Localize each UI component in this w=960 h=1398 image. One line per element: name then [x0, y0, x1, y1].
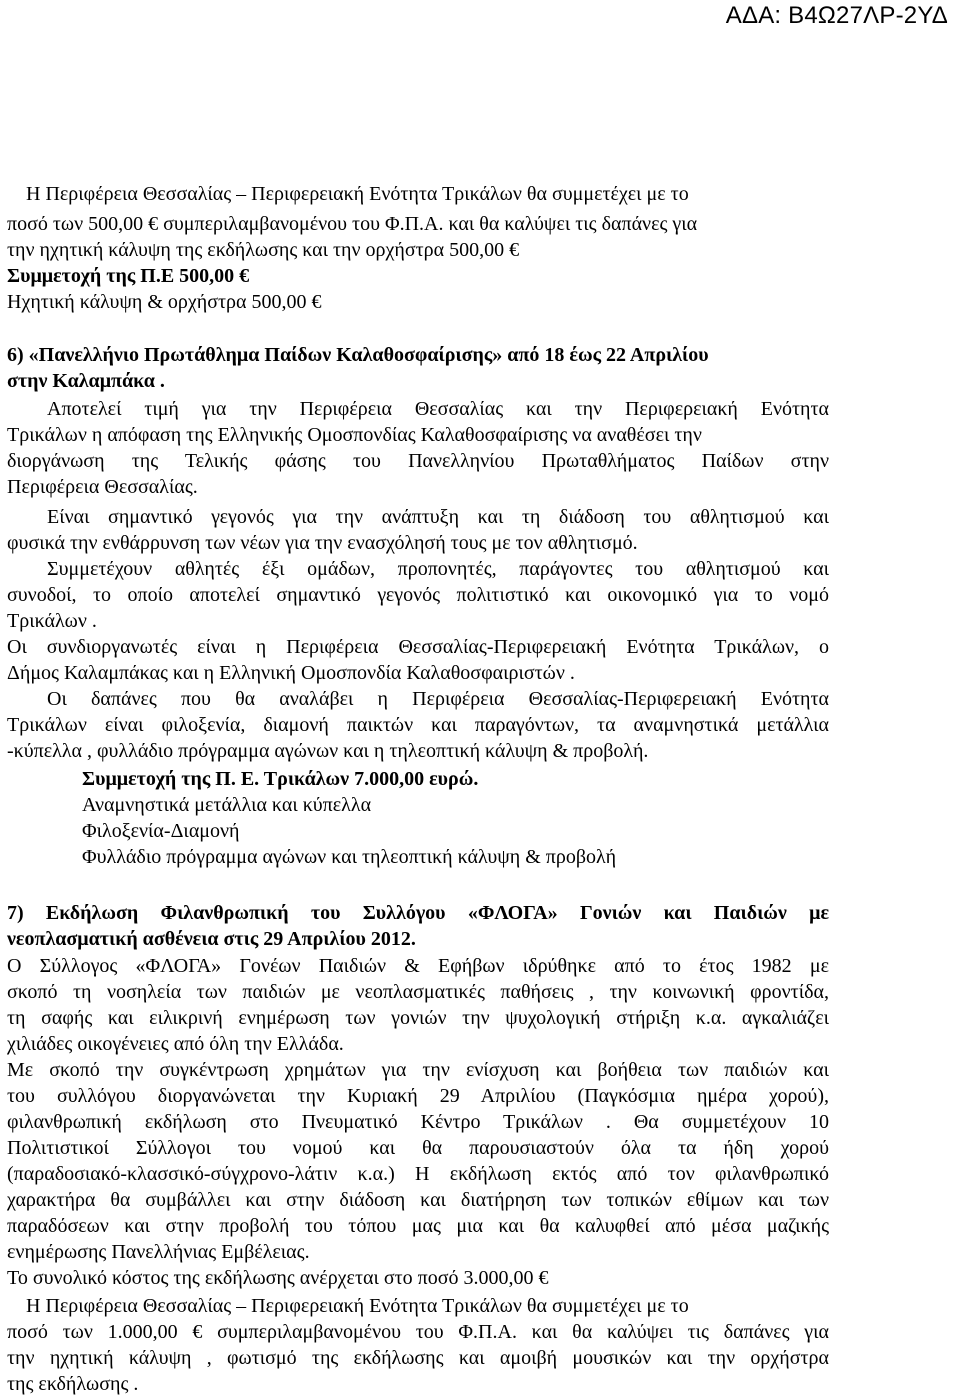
- text-line: Τρικάλων είναι φιλοξενία, διαμονή παικτών και παραγόντων, τα αναμνηστικά μετάλλια: [7, 714, 829, 736]
- text-line: χαρακτήρα θα συμβάλλει και στην διάδοση και διατήρηση των τοπικών εθίμων και των: [7, 1189, 829, 1211]
- text-line: της εκδήλωσης .: [7, 1373, 139, 1395]
- text-line: σκοπό τη νοσηλεία των παιδιών με νεοπλασματικές παθήσεις , την κοινωνική φροντίδα,: [7, 981, 829, 1003]
- list-item: Αναμνηστικά μετάλλια και κύπελλα: [82, 794, 372, 816]
- text-line: (παραδοσιακό-κλασσικό-σύγχρονο-λάτιν κ.α.) Η εκδήλωση εκτός από τον φιλανθρωπικό: [7, 1163, 829, 1185]
- text-line: ενημέρωσης Πανελλήνιας Εμβέλειας.: [7, 1241, 310, 1263]
- text-line: -κύπελλα , φυλλάδιο πρόγραμμα αγώνων και η τηλεοπτική κάλυψη & προβολή.: [7, 740, 649, 762]
- text-line: Ο Σύλλογος «ΦΛΟΓΑ» Γονέων Παιδιών & Εφήβων ιδρύθηκε από το έτος 1982 με: [7, 955, 829, 977]
- text-line: Με σκοπό την συγκέντρωση χρημάτων για την ενίσχυση και βοήθεια των παιδιών και: [7, 1059, 829, 1081]
- section-heading: στην Καλαμπάκα .: [7, 370, 165, 392]
- list-item: Φιλοξενία-Διαμονή: [82, 820, 240, 842]
- text-line: Περιφέρεια Θεσσαλίας.: [7, 476, 198, 498]
- text-line: παραδόσεων και στην προβολή του τόπου μας μια και θα καλυφθεί από μέσα μαζικής: [7, 1215, 829, 1237]
- text-line: την ηχητική κάλυψη , φωτισμό της εκδήλωσης και αμοιβή μουσικών και την ορχήστρα: [7, 1347, 829, 1369]
- text-line: φιλανθρωπική εκδήλωση στο Πνευματικό Κέντρο Τρικάλων . Θα συμμετέχουν 10: [7, 1111, 829, 1133]
- text-line: Το συνολικό κόστος της εκδήλωσης ανέρχεται στο ποσό 3.000,00 €: [7, 1267, 549, 1289]
- text-line: Συμμετοχή της Π.Ε 500,00 €: [7, 265, 250, 287]
- text-line: Συμμετέχουν αθλητές έξι ομάδων, προπονητές, παράγοντες του αθλητισμού και: [47, 558, 829, 580]
- text-line: του συλλόγου διοργανώνεται την Κυριακή 29 Απριλίου (Παγκόσμια ημέρα χορού),: [7, 1085, 829, 1107]
- text-line: διοργάνωση της Τελικής φάσης του Πανελληνίου Πρωταθλήματος Παίδων στην: [7, 450, 829, 472]
- text-line: την ηχητική κάλυψη της εκδήλωσης και την ορχήστρα 500,00 €: [7, 239, 520, 261]
- text-line: Ηχητική κάλυψη & ορχήστρα 500,00 €: [7, 291, 322, 313]
- contribution-line: Συμμετοχή της Π. Ε. Τρικάλων 7.000,00 ευρώ.: [82, 768, 479, 790]
- text-line: Τρικάλων η απόφαση της Ελληνικής Ομοσπονδίας Καλαθοσφαίρισης να αναθέσει την: [7, 424, 702, 446]
- text-line: χιλιάδες οικογένειες από όλη την Ελλάδα.: [7, 1033, 344, 1055]
- text-line: Δήμος Καλαμπάκας και η Ελληνική Ομοσπονδία Καλαθοσφαιριστών .: [7, 662, 575, 684]
- text-line: ποσό των 1.000,00 € συμπεριλαμβανομένου του Φ.Π.Α. και θα καλύψει τις δαπάνες για: [7, 1321, 829, 1343]
- text-line: τη σαφής και ειλικρινή ενημέρωση των γονιών την ψυχολογική στήριξη κ.α. αγκαλιάζει: [7, 1007, 829, 1029]
- list-item: Φυλλάδιο πρόγραμμα αγώνων και τηλεοπτική κάλυψη & προβολή: [82, 846, 617, 868]
- text-line: Είναι σημαντικό γεγονός για την ανάπτυξη και τη διάδοση του αθλητισμού και: [47, 506, 829, 528]
- text-line: Η Περιφέρεια Θεσσαλίας – Περιφερειακή Ενότητα Τρικάλων θα συμμετέχει με το: [26, 1295, 689, 1317]
- text-line: Οι συνδιοργανωτές είναι η Περιφέρεια Θεσσαλίας-Περιφερειακή Ενότητα Τρικάλων, ο: [7, 636, 829, 658]
- text-line: Πολιτιστικοί Σύλλογοι του νομού και θα παρουσιαστούν όλα τα ήδη χορού: [7, 1137, 829, 1159]
- section-heading: νεοπλασματική ασθένεια στις 29 Απριλίου 2012.: [7, 928, 416, 950]
- section-heading: 7) Εκδήλωση Φιλανθρωπική του Συλλόγου «ΦΛΟΓΑ» Γονιών και Παιδιών με: [7, 902, 829, 924]
- text-line: Αποτελεί τιμή για την Περιφέρεια Θεσσαλίας και την Περιφερειακή Ενότητα: [47, 398, 829, 420]
- text-line: Οι δαπάνες που θα αναλάβει η Περιφέρεια Θεσσαλίας-Περιφερειακή Ενότητα: [47, 688, 829, 710]
- text-line: φυσικά την ενθάρρυνση των νέων για την ενασχόλησή τους με τον αθλητισμό.: [7, 532, 638, 554]
- text-line: συνοδοί, το οποίο αποτελεί σημαντικό γεγονός πολιτιστικό και οικονομικό για το νομό: [7, 584, 829, 606]
- text-line: Τρικάλων .: [7, 610, 97, 632]
- text-line: Η Περιφέρεια Θεσσαλίας – Περιφερειακή Ενότητα Τρικάλων θα συμμετέχει με το: [26, 183, 689, 205]
- ada-code: ΑΔΑ: Β4Ω27ΛΡ-2ΥΔ: [725, 2, 948, 29]
- section-heading: 6) «Πανελλήνιο Πρωτάθλημα Παίδων Καλαθοσφαίρισης» από 18 έως 22 Απριλίου: [7, 344, 709, 366]
- text-line: ποσό των 500,00 € συμπεριλαμβανομένου του Φ.Π.Α. και θα καλύψει τις δαπάνες για: [7, 213, 698, 235]
